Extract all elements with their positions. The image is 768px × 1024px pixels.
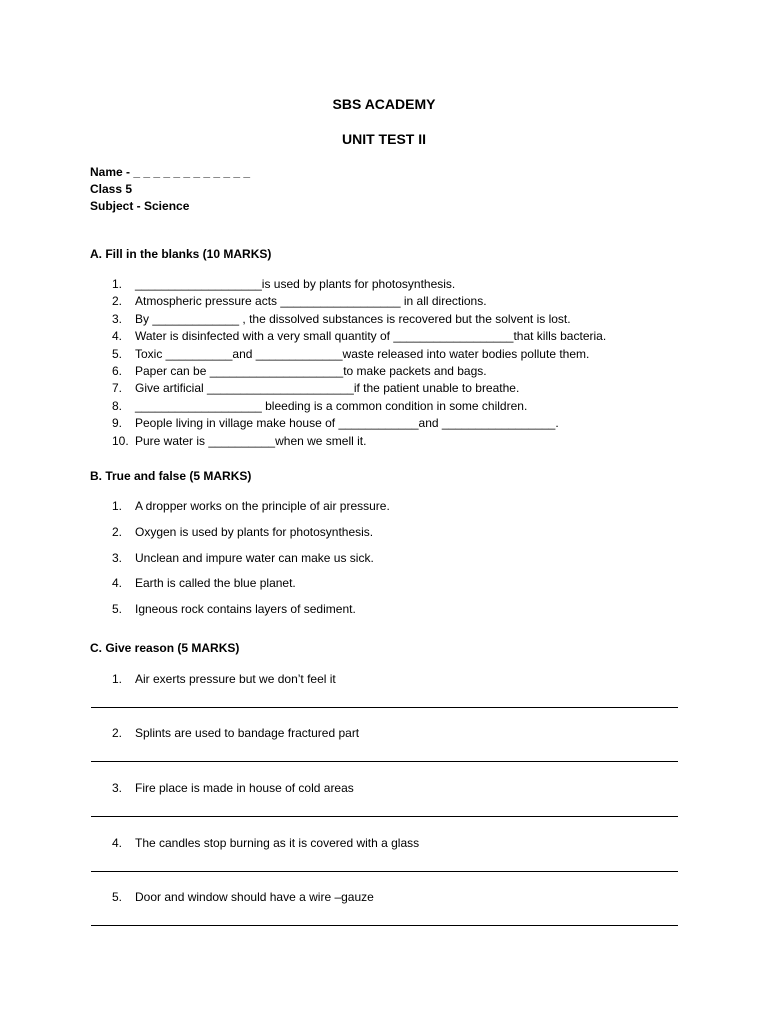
item-number: 7.: [112, 381, 123, 396]
question-text: Earth is called the blue planet.: [135, 576, 296, 591]
answer-line[interactable]: [91, 871, 678, 872]
question-text: A dropper works on the principle of air pressure.: [135, 499, 390, 513]
school-name: SBS ACADEMY: [332, 96, 436, 112]
question-text: Oxygen is used by plants for photosynthesis.: [135, 524, 374, 539]
section-a-heading: A. Fill in the blanks (10 MARKS): [90, 247, 272, 261]
answer-line[interactable]: [91, 816, 678, 817]
class-line: Class 5: [90, 182, 133, 196]
section-b-heading: B. True and false (5 MARKS): [90, 469, 252, 483]
question-text: Water is disinfected with a very small quantity of __________________that kills bacteria.: [135, 329, 607, 344]
list-item: [90, 498, 390, 524]
question-text: Unclean and impure water can make us sick.: [135, 550, 374, 565]
item-number: 1.: [112, 277, 123, 291]
item-number: 2.: [112, 524, 123, 539]
test-title: UNIT TEST II: [342, 131, 426, 147]
question-text: The candles stop burning as it is covered with a glass: [135, 836, 420, 850]
list-item: [90, 781, 354, 795]
list-item: [90, 672, 336, 686]
student-name-line: Name - _ _ _ _ _ _ _ _ _ _ _ _: [90, 165, 251, 179]
section-c-heading: C. Give reason (5 MARKS): [90, 641, 240, 655]
list-item: [90, 726, 359, 740]
question-text: Fire place is made in house of cold areas: [135, 781, 354, 795]
question-text: Splints are used to bandage fractured part: [135, 726, 360, 740]
answer-line[interactable]: [91, 707, 678, 708]
question-text: Give artificial ______________________if the patient unable to breathe.: [135, 381, 520, 396]
list-item: [90, 380, 606, 397]
answer-line[interactable]: [91, 761, 678, 762]
item-number: 4.: [112, 836, 123, 850]
item-number: 4.: [112, 576, 123, 591]
item-number: 8.: [112, 398, 123, 413]
true-false-list: [90, 498, 390, 627]
question-text: By _____________ , the dissolved substances is recovered but the solvent is lost.: [135, 311, 571, 326]
list-item: [90, 524, 390, 550]
list-item: [90, 276, 606, 293]
item-number: 5.: [112, 890, 123, 904]
item-number: 1.: [112, 499, 123, 513]
item-number: 5.: [112, 346, 123, 361]
question-text: Toxic __________and _____________waste released into water bodies pollute them.: [135, 346, 590, 361]
list-item: [90, 550, 390, 576]
list-item: [90, 415, 606, 432]
item-number: 1.: [112, 672, 123, 686]
item-number: 3.: [112, 311, 123, 326]
list-item: [90, 433, 606, 450]
list-item: [90, 311, 606, 328]
list-item: [90, 890, 374, 904]
question-text: ___________________ bleeding is a common condition in some children.: [135, 398, 528, 413]
question-text: Paper can be ____________________to make packets and bags.: [135, 363, 487, 378]
item-number: 9.: [112, 416, 123, 431]
item-number: 5.: [112, 602, 123, 617]
list-item: [90, 836, 419, 850]
list-item: [90, 363, 606, 380]
list-item: [90, 293, 606, 310]
question-text: People living in village make house of ____________and _________________.: [135, 416, 559, 431]
question-text: Atmospheric pressure acts __________________ in all directions.: [135, 294, 487, 309]
list-item: [90, 346, 606, 363]
item-number: 4.: [112, 329, 123, 344]
question-text: Door and window should have a wire –gauze: [135, 890, 374, 904]
item-number: 10.: [112, 433, 129, 448]
fill-in-blanks-list: [90, 276, 606, 450]
item-number: 2.: [112, 294, 123, 309]
list-item: [90, 575, 390, 601]
question-text: ___________________is used by plants for photosynthesis.: [135, 277, 456, 291]
item-number: 6.: [112, 363, 123, 378]
item-number: 3.: [112, 550, 123, 565]
question-text: Air exerts pressure but we don’t feel it: [135, 672, 336, 686]
list-item: [90, 601, 390, 627]
question-text: Pure water is __________when we smell it.: [135, 433, 367, 448]
item-number: 2.: [112, 726, 123, 740]
item-number: 3.: [112, 781, 123, 795]
question-text: Igneous rock contains layers of sediment.: [135, 602, 356, 617]
list-item: [90, 398, 606, 415]
list-item: [90, 328, 606, 345]
answer-line[interactable]: [91, 925, 678, 926]
subject-line: Subject - Science: [90, 199, 190, 213]
